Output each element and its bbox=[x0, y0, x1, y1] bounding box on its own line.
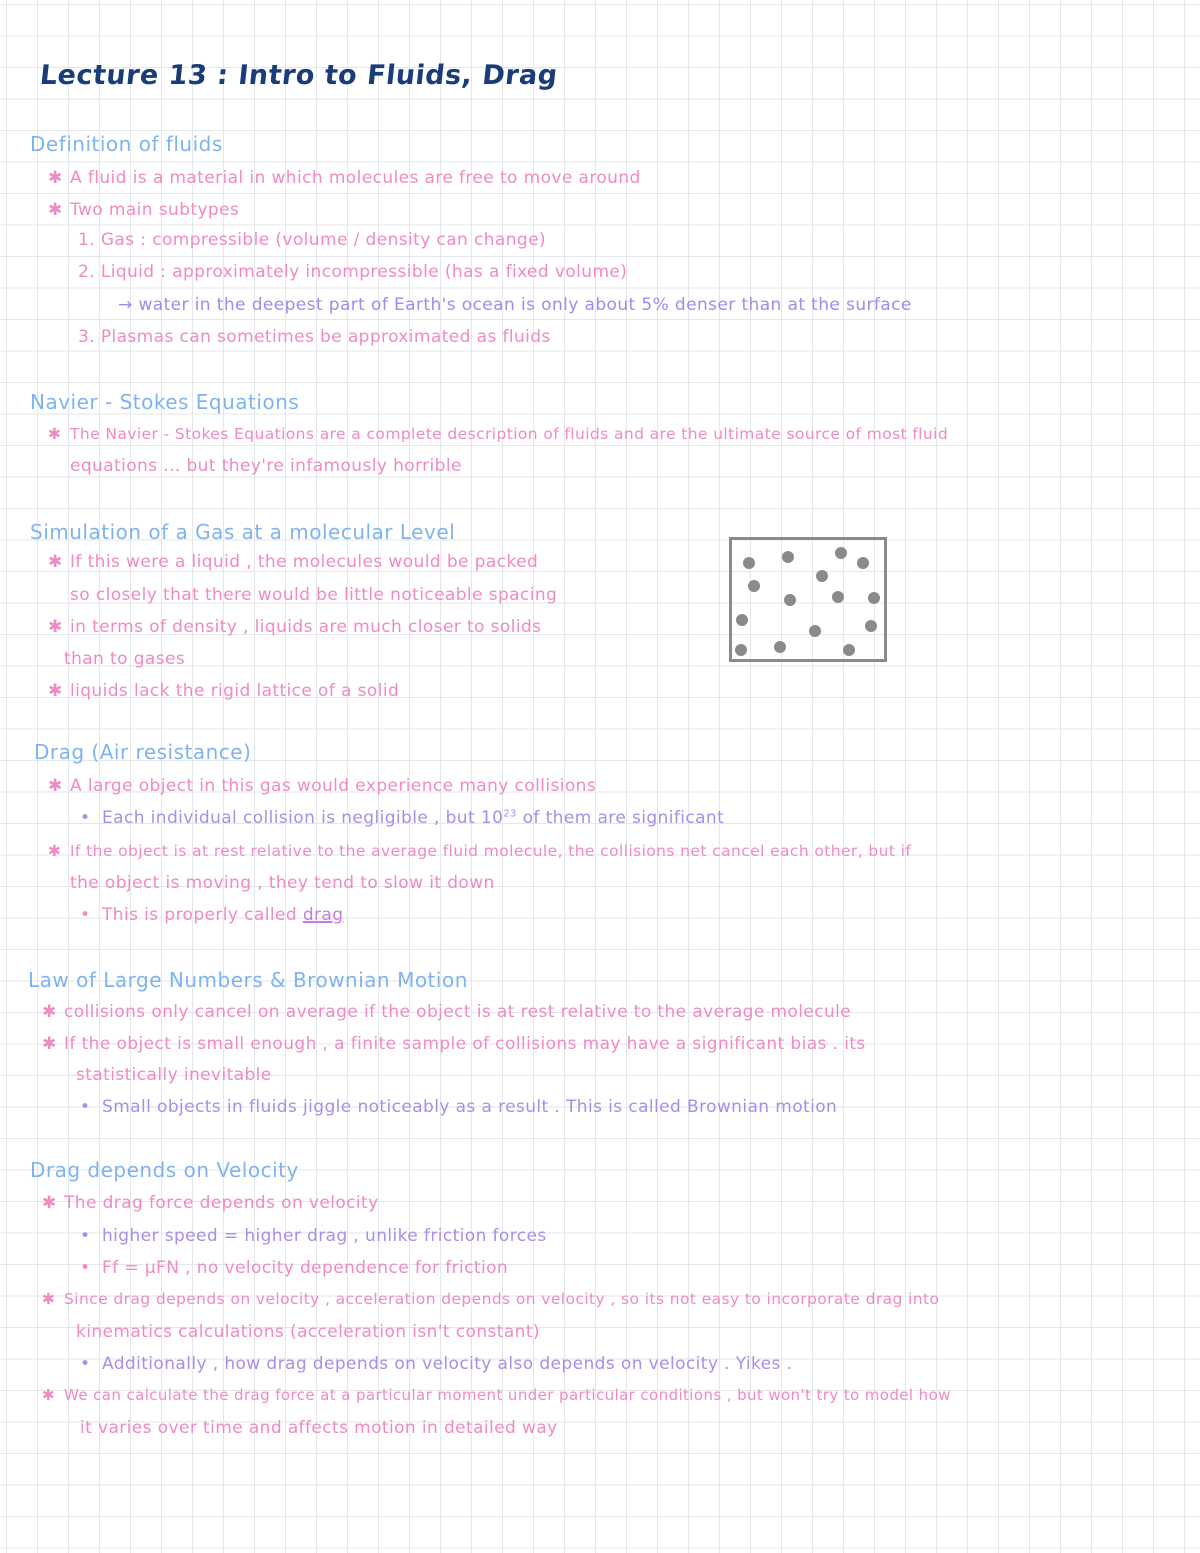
molecule bbox=[774, 641, 786, 653]
star-bullet-icon: ✱ bbox=[48, 425, 62, 443]
note-line: statistically inevitable bbox=[76, 1065, 272, 1085]
page-title: Lecture 13 : Intro to Fluids, Drag bbox=[38, 60, 560, 91]
molecule bbox=[835, 547, 847, 559]
note-line: ✱ If the object is small enough , a finite sample of collisions may have a significant bias . its bbox=[42, 1034, 866, 1054]
drag-term: drag bbox=[302, 905, 344, 925]
star-bullet-icon: ✱ bbox=[48, 776, 63, 796]
note-line: ✱ If the object is at rest relative to the average fluid molecule, the collisions net cancel each other, but if bbox=[48, 842, 912, 860]
gas-molecules-diagram bbox=[729, 537, 887, 662]
note-line: it varies over time and affects motion in detailed way bbox=[80, 1418, 558, 1438]
star-bullet-icon: ✱ bbox=[48, 168, 63, 188]
molecule bbox=[857, 557, 869, 569]
molecule bbox=[735, 644, 747, 656]
note-line: ✱ liquids lack the rigid lattice of a solid bbox=[48, 681, 400, 701]
section-heading-brownian: Law of Large Numbers & Brownian Motion bbox=[28, 968, 468, 992]
section-heading-drag: Drag (Air resistance) bbox=[34, 740, 252, 764]
dot-bullet-icon: • bbox=[80, 1097, 91, 1117]
note-line: • Ff = μFN , no velocity dependence for friction bbox=[80, 1258, 509, 1278]
dot-bullet-icon: • bbox=[80, 1258, 91, 1278]
star-bullet-icon: ✱ bbox=[42, 1034, 57, 1054]
note-line: 3. Plasmas can sometimes be approximated as fluids bbox=[78, 327, 551, 347]
section-heading-simulation: Simulation of a Gas at a molecular Level bbox=[30, 520, 456, 544]
note-line: • higher speed = higher drag , unlike friction forces bbox=[80, 1226, 547, 1246]
note-line: ✱ A fluid is a material in which molecules are free to move around bbox=[48, 168, 641, 188]
note-line: → water in the deepest part of Earth's ocean is only about 5% denser than at the surface bbox=[118, 295, 912, 315]
note-line: ✱ The drag force depends on velocity bbox=[42, 1193, 379, 1213]
note-line: kinematics calculations (acceleration isn't constant) bbox=[76, 1322, 540, 1342]
molecule bbox=[784, 594, 796, 606]
molecule bbox=[865, 620, 877, 632]
note-line: so closely that there would be little noticeable spacing bbox=[70, 585, 558, 605]
molecule bbox=[743, 557, 755, 569]
note-line: ✱ The Navier - Stokes Equations are a complete description of fluids and are the ultimate source of most fluid bbox=[48, 425, 949, 443]
note-line: ✱ in terms of density , liquids are much closer to solids bbox=[48, 617, 542, 637]
note-line: ✱ Since drag depends on velocity , acceleration depends on velocity , so its not easy to incorporate drag into bbox=[42, 1290, 940, 1308]
note-line: than to gases bbox=[64, 649, 186, 669]
molecule bbox=[816, 570, 828, 582]
note-line: • Small objects in fluids jiggle noticeably as a result . This is called Brownian motion bbox=[80, 1097, 838, 1117]
note-line: ✱ If this were a liquid , the molecules would be packed bbox=[48, 552, 539, 572]
dot-bullet-icon: • bbox=[80, 1354, 91, 1374]
star-bullet-icon: ✱ bbox=[42, 1002, 57, 1022]
star-bullet-icon: ✱ bbox=[48, 842, 62, 860]
note-line: ✱ Two main subtypes bbox=[48, 200, 240, 220]
dot-bullet-icon: • bbox=[80, 808, 91, 828]
section-heading-navier-stokes: Navier - Stokes Equations bbox=[30, 390, 300, 414]
section-heading-velocity: Drag depends on Velocity bbox=[30, 1158, 299, 1182]
note-line: the object is moving , they tend to slow it down bbox=[70, 873, 495, 893]
star-bullet-icon: ✱ bbox=[48, 681, 63, 701]
molecule bbox=[843, 644, 855, 656]
star-bullet-icon: ✱ bbox=[42, 1290, 56, 1308]
note-line: 2. Liquid : approximately incompressible (has a fixed volume) bbox=[78, 262, 628, 282]
note-line: • Additionally , how drag depends on velocity also depends on velocity . Yikes . bbox=[80, 1354, 793, 1374]
note-line: • This is properly called drag bbox=[80, 905, 344, 925]
star-bullet-icon: ✱ bbox=[48, 617, 63, 637]
molecule bbox=[782, 551, 794, 563]
molecule bbox=[736, 614, 748, 626]
molecule bbox=[832, 591, 844, 603]
dot-bullet-icon: • bbox=[80, 1226, 91, 1246]
molecules-svg bbox=[732, 540, 884, 659]
dot-bullet-icon: • bbox=[80, 905, 91, 925]
star-bullet-icon: ✱ bbox=[42, 1193, 57, 1213]
note-line: • Each individual collision is negligible , but $10^{23}$ of them are significant bbox=[80, 808, 725, 828]
note-line: ✱ A large object in this gas would experience many collisions bbox=[48, 776, 597, 796]
star-bullet-icon: ✱ bbox=[48, 552, 63, 572]
molecule bbox=[809, 625, 821, 637]
molecule bbox=[748, 580, 760, 592]
note-line: 1. Gas : compressible (volume / density can change) bbox=[78, 230, 547, 250]
star-bullet-icon: ✱ bbox=[48, 200, 63, 220]
star-bullet-icon: ✱ bbox=[42, 1386, 55, 1404]
note-line: ✱ collisions only cancel on average if the object is at rest relative to the average molecule bbox=[42, 1002, 852, 1022]
molecule bbox=[868, 592, 880, 604]
note-line: ✱ We can calculate the drag force at a particular moment under particular conditions , but won't try to model how bbox=[42, 1386, 951, 1404]
note-line: equations ... but they're infamously horrible bbox=[70, 456, 462, 476]
section-heading-definition: Definition of fluids bbox=[30, 132, 223, 156]
